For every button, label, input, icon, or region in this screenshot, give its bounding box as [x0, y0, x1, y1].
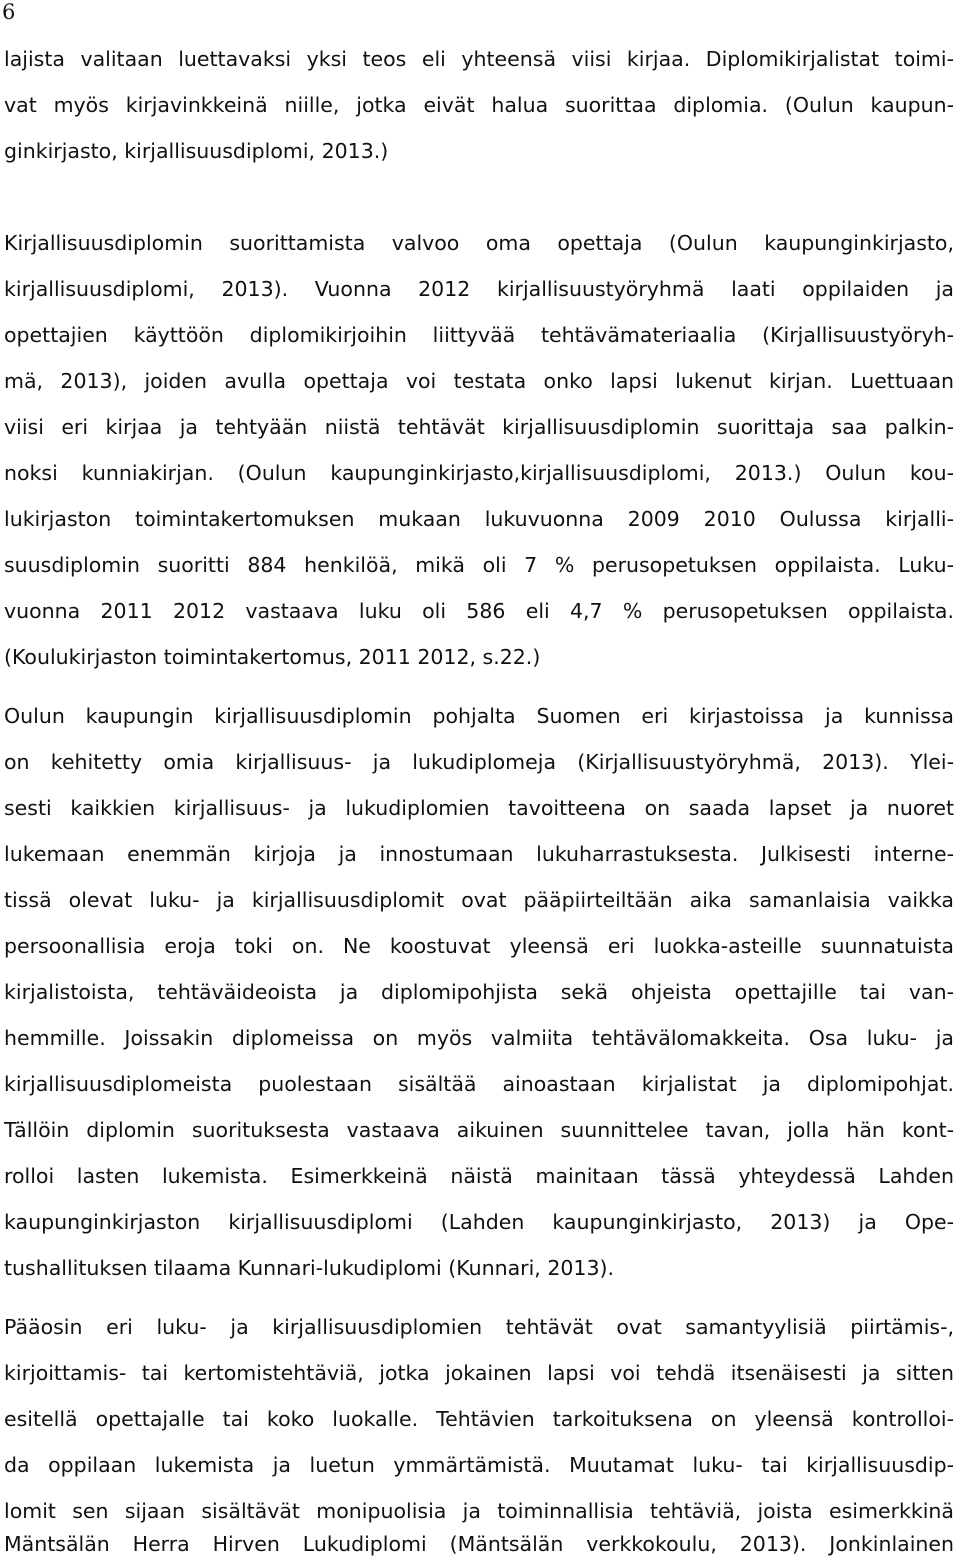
text-line: sesti kaikkien kirjallisuus- ja lukudiplomien tavoitteena on saada lapset ja nuoret	[4, 796, 954, 820]
text-line: noksi kunniakirjan. (Oulun kaupunginkirjasto,kirjallisuusdiplomi, 2013.) Oulun kou-	[4, 461, 954, 485]
text-line: opettajien käyttöön diplomikirjoihin liittyvää tehtävämateriaalia (Kirjallisuustyöryh-	[4, 323, 954, 347]
text-line: on kehitetty omia kirjallisuus- ja lukudiplomeja (Kirjallisuustyöryhmä, 2013). Ylei-	[4, 750, 954, 774]
text-line: lukirjaston toimintakertomuksen mukaan lukuvuonna 2009 2010 Oulussa kirjalli-	[4, 507, 954, 531]
text-line: lajista valitaan luettavaksi yksi teos eli yhteensä viisi kirjaa. Diplomikirjalistat toimi-	[4, 47, 954, 71]
text-line: kirjallisuusdiplomeista puolestaan sisältää ainoastaan kirjalistat ja diplomipohjat.	[4, 1072, 954, 1096]
text-line: rolloi lasten lukemista. Esimerkkeinä näistä mainitaan tässä yhteydessä Lahden	[4, 1164, 954, 1188]
text-line: lukemaan enemmän kirjoja ja innostumaan lukuharrastuksesta. Julkisesti interne-	[4, 842, 954, 866]
text-line: Mäntsälän Herra Hirven Lukudiplomi (Mäntsälän verkkokoulu, 2013). Jonkinlainen	[4, 1532, 954, 1556]
text-line: kirjalistoista, tehtäväideoista ja diplomipohjista sekä ohjeista opettajille tai van-	[4, 980, 954, 1004]
text-line: tissä olevat luku- ja kirjallisuusdiplomit ovat pääpiirteiltään aika samanlaisia vaikka	[4, 888, 954, 912]
text-line: Tällöin diplomin suorituksesta vastaava aikuinen suunnittelee tavan, jolla hän kont-	[4, 1118, 954, 1142]
text-line: vuonna 2011 2012 vastaava luku oli 586 eli 4,7 % perusopetuksen oppilaista.	[4, 599, 954, 623]
text-line: kaupunginkirjaston kirjallisuusdiplomi (Lahden kaupunginkirjasto, 2013) ja Ope-	[4, 1210, 954, 1234]
text-line: mä, 2013), joiden avulla opettaja voi testata onko lapsi lukenut kirjan. Luettuaan	[4, 369, 954, 393]
text-line: lomit sen sijaan sisältävät monipuolisia ja toiminnallisia tehtäviä, joista esimerkkinä	[4, 1499, 954, 1523]
text-line: hemmille. Joissakin diplomeissa on myös valmiita tehtävälomakkeita. Osa luku- ja	[4, 1026, 954, 1050]
text-line: ginkirjasto, kirjallisuusdiplomi, 2013.)	[4, 139, 389, 163]
text-line: viisi eri kirjaa ja tehtyään niistä tehtävät kirjallisuusdiplomin suorittaja saa palkin-	[4, 415, 954, 439]
text-line: tushallituksen tilaama Kunnari-lukudiplomi (Kunnari, 2013).	[4, 1256, 615, 1280]
text-line: kirjoittamis- tai kertomistehtäviä, jotka jokainen lapsi voi tehdä itsenäisesti ja sitten	[4, 1361, 954, 1385]
text-line: (Koulukirjaston toimintakertomus, 2011 2012, s.22.)	[4, 645, 541, 669]
text-line: Oulun kaupungin kirjallisuusdiplomin pohjalta Suomen eri kirjastoissa ja kunnissa	[4, 704, 954, 728]
text-line: suusdiplomin suoritti 884 henkilöä, mikä oli 7 % perusopetuksen oppilaista. Luku-	[4, 553, 954, 577]
text-line: kirjallisuusdiplomi, 2013). Vuonna 2012 kirjallisuustyöryhmä laati oppilaiden ja	[4, 277, 954, 301]
text-line: esitellä opettajalle tai koko luokalle. Tehtävien tarkoituksena on yleensä kontrolloi-	[4, 1407, 954, 1431]
text-line: persoonallisia eroja toki on. Ne koostuvat yleensä eri luokka-asteille suunnatuista	[4, 934, 954, 958]
page-number: 6	[2, 0, 16, 24]
text-line: Pääosin eri luku- ja kirjallisuusdiplomien tehtävät ovat samantyylisiä piirtämis-,	[4, 1315, 954, 1339]
text-line: da oppilaan lukemista ja luetun ymmärtämistä. Muutamat luku- tai kirjallisuusdip-	[4, 1453, 954, 1477]
text-line: Kirjallisuusdiplomin suorittamista valvoo oma opettaja (Oulun kaupunginkirjasto,	[4, 231, 954, 255]
text-line: vat myös kirjavinkkeinä niille, jotka eivät halua suorittaa diplomia. (Oulun kaupun-	[4, 93, 954, 117]
